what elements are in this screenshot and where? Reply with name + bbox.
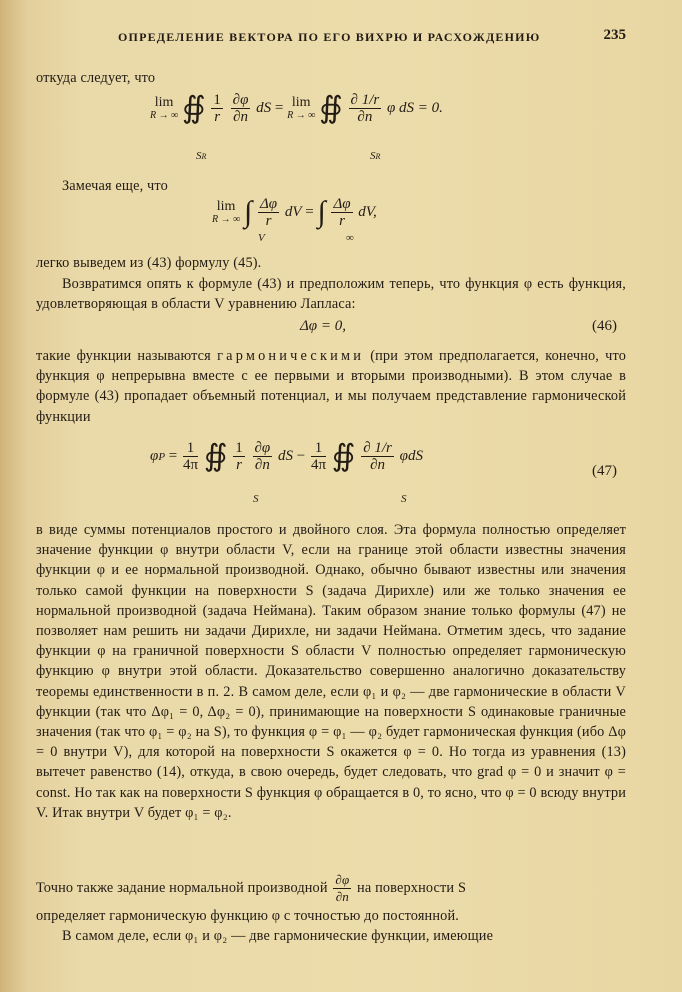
formula-laplace-eq: Δφ = 0,: [300, 318, 346, 334]
fraction-laplacian-over-r: $\frac{\Delta\varphi}{r}$: [259, 196, 278, 229]
surface-subscript-3: S: [253, 493, 259, 505]
fraction-one-over-r-2: $\frac{1}{r}$: [235, 440, 243, 473]
equals-sign: =: [274, 99, 284, 116]
equals-sign-3: =: [168, 447, 178, 464]
dv-term-2: dV,: [358, 203, 377, 220]
fraction-one-over-4pi: $\frac{1}{4\pi}$: [183, 440, 199, 473]
formula-harmonic-representation: [150, 440, 423, 473]
paragraph-up-to-constant: определяет гармоническую функцию φ с точностью до постоянной.: [36, 908, 459, 924]
surface-subscript: SR: [196, 150, 207, 162]
contour-integral-sign-3: ∯: [203, 439, 228, 473]
fraction-dphi-dn-2: $\frac{\partial\varphi}{\partial n}$: [254, 440, 271, 473]
paragraph-harmonic: такие функции называются гармоническими (при этом предполагается, конечно, что функция φ непрерывна вместе с ее первыми и вторыми производными). В этом случае в формуле (43) пропадает объемный потенциал, и мы получаем представление гармонической функции: [36, 348, 627, 425]
dv-term: dV: [284, 203, 302, 220]
contour-integral-sign-2: ∯: [319, 91, 343, 125]
paragraph-main: в виде суммы потенциалов простого и двойного слоя. Эта формула полностью определяет значение функции φ внутри области V, если на границе этой области известны значения функции φ и ее нормальной производной. Однако, обычно бывают известны или значения только самой функции на поверхности S (задача Дирихле) или же только значения ее нормальной производной (задача Неймана). Таким образом знание только формулы (47) не позволяет нам решить ни задачи Дирихле, ни задачи Неймана. Отметим здесь, что задание функции φ на граничной поверхности S области V полностью определяет гармоническую функцию φ внутри этой области. Доказательство совершенно аналогично доказательству теоремы единственности в п. 2. В самом деле, если φ₁ и φ₂ — две гармонические в области V функции (так что Δφ₁ = 0, Δφ₂ = 0), принимающие на поверхности S одинаковые граничные значения (так что φ₁ = φ₂ на S), то функция φ = φ₁ — φ₂ будет гармоническая функция (ибо Δφ = 0 внутри V), для которой на поверхности S окажется φ = 0. Но тогда из уравнения (13) вытечет равенство (14), откуда, в свою очередь, будет следовать, что grad φ = 0 и значит φ = const. Но так как на поверхности S функция φ обращается в 0, то ясно, что φ = 0 всюду внутри V. Итак внутри V будет φ₁ = φ₂.: [36, 522, 626, 821]
paragraph-noting: Замечая еще, что: [62, 178, 168, 194]
subscript-p: P: [158, 450, 166, 463]
paragraph-intro: откуда следует, что: [36, 70, 156, 86]
equals-sign-2: =: [305, 203, 314, 220]
infinity-subscript: ∞: [346, 232, 354, 244]
fraction-d-one-over-r-dn-2: $\frac{\partial 1/r}{\partial n}$: [363, 440, 392, 473]
fraction-one-over-r: $\frac{1}{r}$: [213, 92, 221, 125]
fraction-dphi-dn-inline: $\frac{\partial\varphi}{\partial n}$: [335, 872, 350, 904]
paragraph-normal-derivative: Точно также задание нормальной производной $\frac{\partial\varphi}{\partial n}$ на поверхности S: [36, 872, 467, 904]
formula-limit-volume: [212, 196, 377, 229]
ds-term-2: dS: [277, 447, 293, 464]
limit-operator: lim R → ∞: [150, 94, 179, 121]
emphasized-term: гармоническими: [217, 348, 365, 364]
surface-subscript-2: SR: [370, 150, 381, 162]
contour-integral-sign-4: ∯: [331, 439, 356, 473]
surface-subscript-4: S: [401, 493, 407, 505]
volume-subscript: V: [258, 232, 265, 244]
phi-p: φ: [150, 447, 159, 464]
paragraph-last-line: В самом деле, если φ₁ и φ₂ — две гармонические функции, имеющие: [62, 928, 494, 944]
page-number: 235: [603, 27, 626, 43]
limit-operator-3: lim R → ∞: [212, 198, 241, 225]
fraction-one-over-4pi-2: $\frac{1}{4\pi}$: [310, 440, 327, 473]
contour-integral-sign: ∯: [182, 91, 206, 125]
integral-sign: ∫: [244, 195, 253, 229]
fraction-dphi-dn: $\frac{\partial\varphi}{\partial n}$: [232, 92, 249, 125]
formula-limit-surface: [150, 92, 443, 125]
rhs-tail: φ dS = 0.: [386, 99, 443, 116]
equation-number-47: (47): [592, 463, 617, 479]
equation-number-46: (46): [592, 318, 617, 334]
fraction-laplacian-over-r-2: $\frac{\Delta\varphi}{r}$: [333, 196, 351, 229]
phi-ds-term: φdS: [399, 447, 423, 464]
ds-term: dS: [256, 99, 272, 116]
running-title: ОПРЕДЕЛЕНИЕ ВЕКТОРА ПО ЕГО ВИХРЮ И РАСХОЖДЕНИЮ: [118, 30, 541, 44]
paragraph-laplace: Возвратимся опять к формуле (43) и предположим теперь, что функция φ есть функция, удовлетворяющая в области V уравнению Лапласа:: [36, 276, 626, 313]
paragraph-derive: легко выведем из (43) формулу (45).: [36, 255, 262, 271]
limit-operator-2: lim R → ∞: [287, 94, 316, 121]
integral-sign-2: ∫: [317, 195, 326, 229]
minus-sign: −: [296, 447, 306, 464]
fraction-d-one-over-r-dn: $\frac{\partial 1/r}{\partial n}$: [350, 92, 380, 125]
